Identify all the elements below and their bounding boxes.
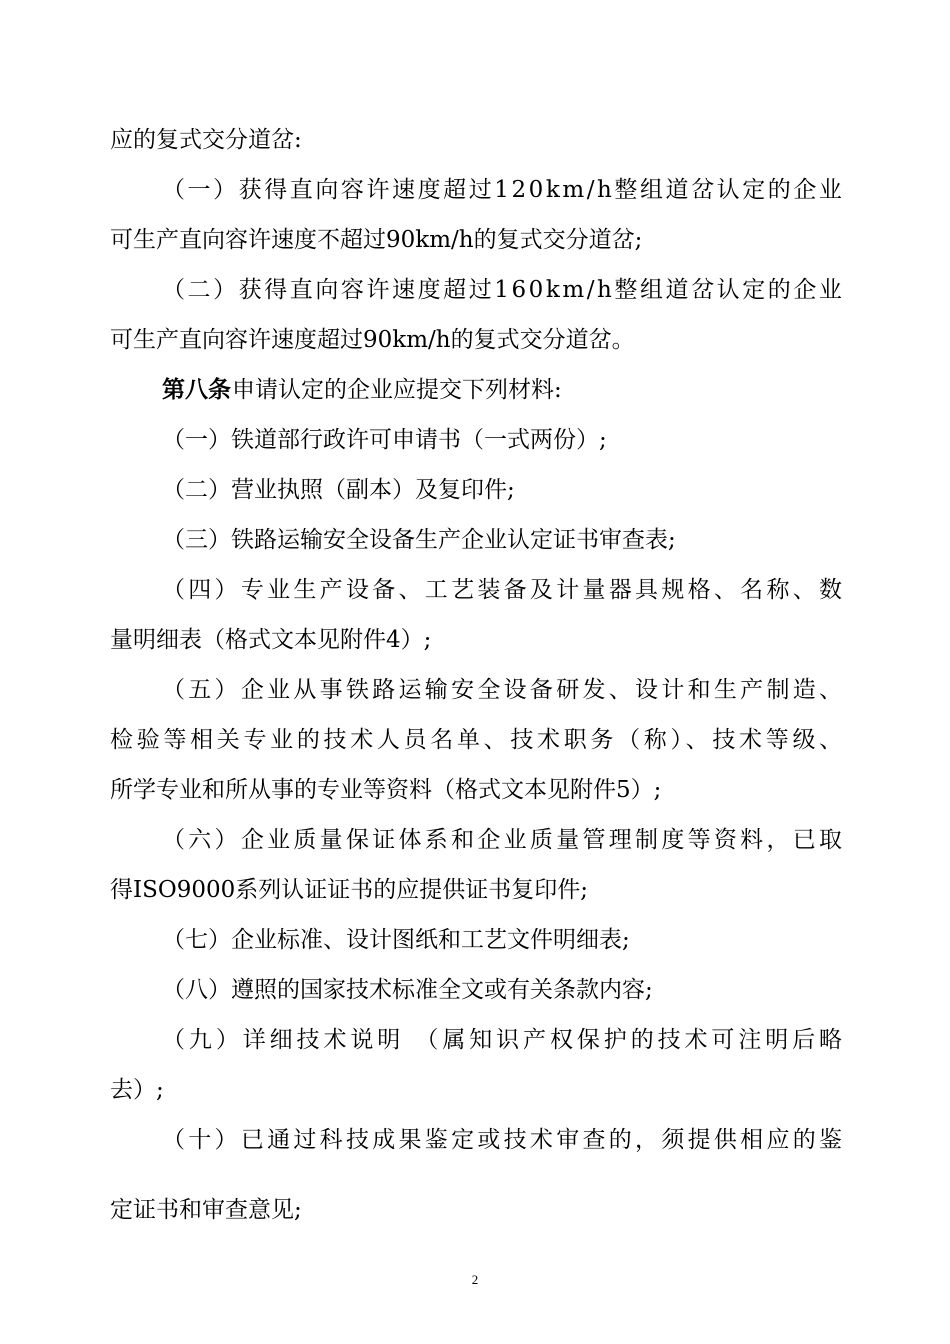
line-text: （四）专业生产设备、工艺装备及计量器具规格、名称、数	[162, 577, 846, 603]
line-text: 应的复式交分道岔:	[110, 127, 302, 153]
list-item	[0, 420, 950, 460]
list-item-continuation	[0, 870, 950, 910]
list-item	[0, 920, 950, 960]
line-text: （十）已通过科技成果鉴定或技术审查的，须提供相应的鉴	[162, 1127, 846, 1153]
list-item	[0, 520, 950, 560]
line-text: 可生产直向容许速度不超过90km/h的复式交分道岔;	[110, 227, 643, 253]
list-item	[0, 570, 950, 610]
article-line	[0, 370, 950, 410]
paragraph-line	[0, 220, 950, 260]
line-text: （一）铁道部行政许可申请书（一式两份）;	[162, 427, 607, 453]
paragraph-line	[0, 170, 950, 210]
line-text: 得ISO9000系列认证证书的应提供证书复印件;	[110, 877, 588, 903]
article-heading: 第八条	[162, 377, 231, 403]
list-item-continuation	[0, 620, 950, 660]
line-text: （八）遵照的国家技术标准全文或有关条款内容;	[162, 977, 653, 1003]
line-text: 定证书和审查意见;	[110, 1197, 302, 1223]
list-item	[0, 470, 950, 510]
line-text: 所学专业和所从事的专业等资料（格式文本见附件5）;	[110, 777, 662, 803]
line-text: （二）获得直向容许速度超过160km/h整组道岔认定的企业	[162, 277, 845, 303]
list-item	[0, 820, 950, 860]
paragraph-line	[0, 320, 950, 360]
line-text: 检验等相关专业的技术人员名单、技术职务（称）、技术等级、	[110, 727, 846, 753]
list-item-continuation	[0, 770, 950, 810]
line-text: （六）企业质量保证体系和企业质量管理制度等资料，已取	[162, 827, 846, 853]
line-text: 申请认定的企业应提交下列材料:	[232, 377, 562, 403]
line-text: 可生产直向容许速度超过90km/h的复式交分道岔。	[110, 327, 635, 353]
list-item	[0, 670, 950, 710]
list-item	[0, 970, 950, 1010]
line-text: 去）;	[110, 1077, 164, 1103]
page-number: 2	[471, 1272, 479, 1287]
list-item-continuation	[0, 720, 950, 760]
line-text: （五）企业从事铁路运输安全设备研发、设计和生产制造、	[162, 677, 846, 703]
line-text: （三）铁路运输安全设备生产企业认定证书审查表;	[162, 527, 676, 553]
line-text: （七）企业标准、设计图纸和工艺文件明细表;	[162, 927, 630, 953]
line-text: 量明细表（格式文本见附件4）;	[110, 627, 432, 653]
list-item	[0, 1020, 950, 1060]
list-item-continuation	[0, 1190, 950, 1230]
line-text: （一）获得直向容许速度超过120km/h整组道岔认定的企业	[162, 177, 845, 203]
line-text: （二）营业执照（副本）及复印件;	[162, 477, 515, 503]
line-text: （九）详细技术说明 （属知识产权保护的技术可注明后略	[162, 1027, 846, 1053]
list-item	[0, 1120, 950, 1160]
list-item-continuation	[0, 1070, 950, 1110]
paragraph-line	[0, 120, 950, 160]
paragraph-line	[0, 270, 950, 310]
